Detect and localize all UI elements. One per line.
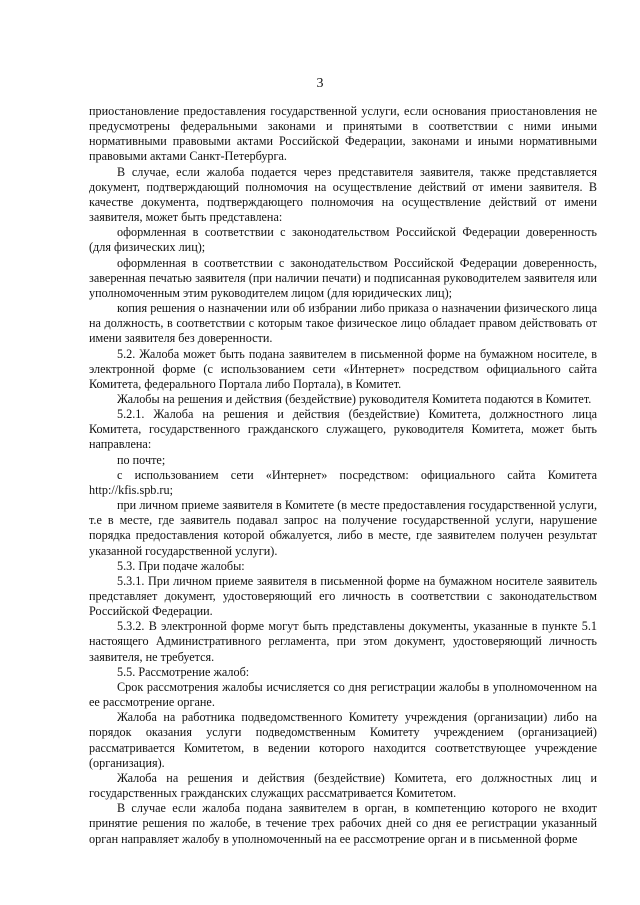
- paragraph: по почте;: [117, 452, 166, 467]
- paragraph: с использованием сети «Интернет» посредством: официального сайта Комитета http://kfis.spb.ru;: [89, 467, 597, 497]
- paragraph: 5.5. Рассмотрение жалоб:: [117, 664, 250, 679]
- paragraph: 5.3.2. В электронной форме могут быть представлены документы, указанные в пункте 5.1 настоящего Административного регламента, при этом документ, удостоверяющий личность заявителя, не требуется.: [89, 619, 597, 664]
- paragraph: оформленная в соответствии с законодательством Российской Федерации доверенность, заверенная печатью заявителя (при наличии печати) и подписанная руководителем заявителя или уполномоченным этим руководителем лицом (для юридических лиц);: [89, 255, 597, 300]
- paragraph: Жалоба на решения и действия (бездействие) Комитета, его должностных лиц и государственных гражданских служащих рассматривается Комитетом.: [89, 770, 597, 801]
- paragraph: Жалоба на работника подведомственного Комитету учреждения (организации) либо на порядок оказания услуги подведомственным Комитету учреждением (организацией) рассматривается Комитетом, в ведении которого находится соответствующее учреждение (организация).: [89, 710, 597, 770]
- paragraph: В случае, если жалоба подается через представителя заявителя, также представляется документ, подтверждающий полномочия на осуществление действий от имени заявителя. В качестве документа, подтверждающего полномочия на осуществление действий от имени заявителя, может быть представлена:: [89, 164, 597, 225]
- page-number: 3: [316, 76, 324, 91]
- paragraph: 5.3. При подаче жалобы:: [117, 558, 245, 573]
- paragraph: при личном приеме заявителя в Комитете (в месте предоставления государственной услуги, т.е в месте, где заявитель подавал запрос на получение государственной услуги, нарушение порядка предоставления которой обжалуется, либо в месте, где заявителем получен результат указанной государственной услуги).: [89, 498, 597, 558]
- paragraph: Жалобы на решения и действия (бездействие) руководителя Комитета подаются в Комитет.: [117, 391, 592, 406]
- paragraph: копия решения о назначении или об избрании либо приказа о назначении физического лица на должность, в соответствии с которым такое физическое лицо обладает правом действовать от имени заявителя без доверенности.: [89, 301, 597, 346]
- paragraph: В случае если жалоба подана заявителем в орган, в компетенцию которого не входит принятие решения по жалобе, в течение трех рабочих дней со дня ее регистрации указанный орган направляет жалобу в уполномоченный на ее рассмотрение орган и в письменной форме: [89, 801, 597, 846]
- paragraph: 5.2. Жалоба может быть подана заявителем в письменной форме на бумажном носителе, в электронной форме (с использованием сети «Интернет» посредством официального сайта Комитета, федерального Портала либо Портала), в Комитет.: [89, 346, 597, 391]
- document-body: [89, 104, 597, 847]
- paragraph: 5.3.1. При личном приеме заявителя в письменной форме на бумажном носителе заявитель представляет документ, удостоверяющий его личность в соответствии с законодательством Российской Федерации.: [89, 573, 597, 619]
- paragraph: приостановление предоставления государственной услуги, если основания приостановления не предусмотрены федеральными законами и принятыми в соответствии с ними иными нормативными правовыми актами Российской Федерации, законами и иными нормативными правовыми актами Санкт-Петербурга.: [89, 104, 597, 164]
- paragraph: Срок рассмотрения жалобы исчисляется со дня регистрации жалобы в уполномоченном на ее рассмотрение органе.: [89, 679, 597, 710]
- paragraph: 5.2.1. Жалоба на решения и действия (бездействие) Комитета, должностного лица Комитета, государственного гражданского служащего, руководителя Комитета, может быть направлена:: [89, 407, 597, 452]
- paragraph: оформленная в соответствии с законодательством Российской Федерации доверенность (для физических лиц);: [89, 225, 597, 255]
